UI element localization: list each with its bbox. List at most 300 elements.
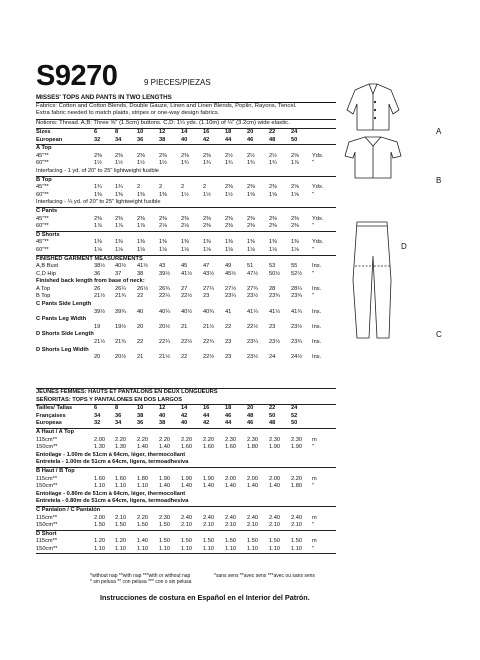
extra-measure-title xyxy=(36,331,336,339)
table-cell: 23¾ xyxy=(269,293,281,300)
table-cell: 22 xyxy=(225,323,232,330)
row-label: C Pants Leg Width xyxy=(36,316,87,323)
table-cell: 43½ xyxy=(203,270,215,277)
row-label: 60"** xyxy=(36,160,49,167)
table-cell: 41¼ xyxy=(247,308,259,315)
yardage-row xyxy=(36,184,336,192)
table-cell: 1.10 xyxy=(269,545,281,552)
row-label: D Shorts xyxy=(36,231,60,238)
table-cell: 14 xyxy=(181,129,188,135)
table-cell: 2½ xyxy=(225,152,233,159)
table-cell: 1.20 xyxy=(115,538,127,545)
table-cell: 2⅜ xyxy=(159,152,167,159)
back-length-label xyxy=(36,278,336,286)
table-cell: 1.90 xyxy=(291,444,303,451)
nap-note-fr: *sans sens **avec sens ***avec ou sans sens xyxy=(214,573,315,579)
table-cell: 1⅛ xyxy=(94,246,102,253)
row-label: European xyxy=(36,136,63,143)
table-cell: 2.30 xyxy=(159,514,171,521)
back-length-row xyxy=(36,293,336,301)
table-cell: 1.90 xyxy=(269,444,281,451)
table-cell: 2⅜ xyxy=(225,223,233,230)
fabric-notes xyxy=(36,103,336,117)
fabrics-line: Fabrics: Cotton and Cotton Blends, Double Gauze, Linen and Linen Blends, Poplin, Rayons, Tencel. xyxy=(36,103,297,109)
table-cell: 1⅛ xyxy=(291,246,299,253)
pattern-number: S9270 xyxy=(36,60,118,92)
row-label: 60"** xyxy=(36,191,49,198)
table-cell: 1.80 xyxy=(137,475,149,482)
table-cell: 40 xyxy=(159,412,166,419)
row-label: C Pants xyxy=(36,207,58,214)
table-cell: 2.10 xyxy=(247,522,259,529)
table-cell: 41½ xyxy=(181,270,193,277)
table-cell: 2.20 xyxy=(159,436,171,443)
unit-cell: " xyxy=(312,545,315,552)
table-cell: 1⅞ xyxy=(94,223,102,230)
top-a-sketch xyxy=(347,84,399,130)
table-cell: 2.20 xyxy=(181,436,193,443)
table-cell: 1.60 xyxy=(181,444,193,451)
table-cell: 1.60 xyxy=(203,444,215,451)
table-cell: 1.80 xyxy=(291,483,303,490)
table-cell: 39¾ xyxy=(115,308,127,315)
table-cell: 38½ xyxy=(94,263,106,270)
table-cell: 1½ xyxy=(115,160,123,167)
table-cell: 1.10 xyxy=(181,545,193,552)
metrage-row xyxy=(36,522,336,530)
row-label: 45"** xyxy=(36,239,49,246)
table-cell: 1.10 xyxy=(247,545,259,552)
spanish-instructions: Instrucciones de costura en Español en el Interior del Patrón. xyxy=(100,593,310,602)
row-label: C Pants Side Length xyxy=(36,301,92,308)
table-cell: 1.50 xyxy=(115,522,127,529)
table-cell: 1.10 xyxy=(115,545,127,552)
table-cell: 2 xyxy=(203,184,207,191)
row-label: D Shorts Side Length xyxy=(36,331,94,338)
table-cell: 1¾ xyxy=(269,160,277,167)
table-cell: 2⅜ xyxy=(94,152,102,159)
table-cell: 2⅜ xyxy=(115,152,123,159)
table-cell: 21¾ xyxy=(115,339,127,346)
row-label: Françaises xyxy=(36,412,66,419)
unit-cell: Ins. xyxy=(312,354,322,361)
table-cell: 2.10 xyxy=(269,522,281,529)
entoilage-note xyxy=(36,491,336,499)
table-cell: 2.40 xyxy=(181,514,193,521)
unit-cell: Yds. xyxy=(312,184,324,191)
table-cell: 23¼ xyxy=(225,293,237,300)
table-cell: 47 xyxy=(203,263,210,270)
table-cell: 1⅞ xyxy=(291,160,299,167)
table-cell: 2.20 xyxy=(115,436,127,443)
metrage-row xyxy=(36,483,336,491)
table-cell: 1.40 xyxy=(137,538,149,545)
european-row xyxy=(36,137,336,145)
table-cell: 45 xyxy=(181,263,188,270)
table-cell: 1.50 xyxy=(269,538,281,545)
table-cell: 2½ xyxy=(269,152,277,159)
table-cell: 2⅜ xyxy=(269,215,277,222)
table-cell: 2.10 xyxy=(225,522,237,529)
metrage-row xyxy=(36,444,336,452)
table-cell: 46 xyxy=(225,412,232,419)
extra-measure-title xyxy=(36,316,336,324)
table-cell: 1.40 xyxy=(137,444,149,451)
table-cell: 1¾ xyxy=(181,160,189,167)
table-cell: 2⅛ xyxy=(159,223,167,230)
table-cell: 1¾ xyxy=(247,160,255,167)
table-cell: 22 xyxy=(269,405,276,412)
table-cell: 2.20 xyxy=(203,436,215,443)
row-label: 60"** xyxy=(36,246,49,253)
unit-cell: Ins. xyxy=(312,339,322,346)
table-cell: 27¾ xyxy=(247,285,259,292)
table-cell: 26 xyxy=(94,285,101,292)
table-cell: 1.10 xyxy=(137,483,149,490)
table-cell: 1.50 xyxy=(159,538,171,545)
table-cell: 1¾ xyxy=(115,184,123,191)
table-cell: 2⅜ xyxy=(181,152,189,159)
table-cell: 34 xyxy=(115,136,122,143)
eu-sizes-row xyxy=(36,420,336,428)
table-cell: 55 xyxy=(291,263,298,270)
table-cell: 1.50 xyxy=(247,538,259,545)
table-cell: 2.00 xyxy=(225,475,237,482)
table-cell: 50 xyxy=(291,136,298,143)
table-cell: 36 xyxy=(137,136,144,143)
table-cell: 52 xyxy=(291,412,298,419)
row-label: 60"** xyxy=(36,223,49,230)
extra-measure-row xyxy=(36,309,336,317)
table-cell: 2⅜ xyxy=(291,215,299,222)
unit-cell: Yds. xyxy=(312,239,324,246)
table-cell: 41½ xyxy=(137,263,149,270)
nap-note-en: *without nap **with nap ***with or without nap xyxy=(90,573,191,579)
row-label: Entretela - 1.00m de 51cm a 64cm, ligera, termoadhesiva xyxy=(36,459,189,466)
row-label: JEUNES FEMMES: HAUTS ET PANTALONS EN DEUX LONGUEURS xyxy=(36,389,218,395)
table-cell: 1⅜ xyxy=(181,239,189,246)
metrage-row xyxy=(36,476,336,484)
table-cell: 22½ xyxy=(181,339,193,346)
table-cell: 21½ xyxy=(203,323,215,330)
table-cell: 44 xyxy=(225,420,232,427)
entoilage-note xyxy=(36,452,336,460)
interfacing-note xyxy=(36,199,336,207)
table-cell: 2.20 xyxy=(137,436,149,443)
figure-label-a: A xyxy=(436,127,442,136)
unit-cell: Ins. xyxy=(312,323,322,330)
table-cell: 1.60 xyxy=(94,475,106,482)
metrage-section-title xyxy=(36,506,336,515)
size-chart-en xyxy=(36,128,336,362)
table-cell: 1.40 xyxy=(159,444,171,451)
table-cell: 22 xyxy=(137,339,144,346)
table-cell: 1⅜ xyxy=(247,239,255,246)
table-cell: 1½ xyxy=(137,160,145,167)
table-cell: 28¼ xyxy=(291,285,303,292)
table-cell: 12 xyxy=(159,405,166,412)
row-label: FINISHED GARMENT MEASUREMENTS xyxy=(36,255,143,262)
entoilage-note xyxy=(36,498,336,506)
table-cell: 36 xyxy=(137,420,144,427)
pieces-count: 9 PIECES/PIEZAS xyxy=(144,78,211,87)
table-cell: 1.50 xyxy=(203,538,215,545)
table-cell: 1.40 xyxy=(203,483,215,490)
table-cell: 38 xyxy=(137,412,144,419)
section-title-en: MISSES' TOPS AND PANTS IN TWO LENGTHS xyxy=(36,94,336,103)
table-cell: 2⅜ xyxy=(203,215,211,222)
table-cell: 1⅛ xyxy=(137,246,145,253)
table-cell: 20 xyxy=(94,354,101,361)
table-cell: 21 xyxy=(181,323,188,330)
table-cell: 1⅜ xyxy=(94,191,102,198)
table-cell: 21¾ xyxy=(115,293,127,300)
extra-measure-row xyxy=(36,324,336,332)
table-cell: 1⅜ xyxy=(159,239,167,246)
table-cell: 44 xyxy=(203,412,210,419)
row-label: 150cm** xyxy=(36,444,58,451)
table-cell: 23½ xyxy=(291,323,303,330)
table-cell: 2 xyxy=(159,184,163,191)
unit-cell: " xyxy=(312,160,315,167)
table-cell: 1.30 xyxy=(94,444,106,451)
table-cell: 2⅜ xyxy=(291,223,299,230)
table-cell: 24½ xyxy=(291,354,303,361)
table-cell: 1.30 xyxy=(115,444,127,451)
table-cell: 1⅛ xyxy=(225,246,233,253)
yardage-section-title xyxy=(36,144,336,153)
table-cell: 1⅜ xyxy=(269,239,277,246)
table-cell: 38 xyxy=(137,270,144,277)
table-cell: 47½ xyxy=(247,270,259,277)
table-cell: 23¼ xyxy=(247,339,259,346)
table-cell: 1.40 xyxy=(159,483,171,490)
yardage-row xyxy=(36,153,336,161)
table-cell: 12 xyxy=(159,129,166,135)
table-cell: 40 xyxy=(181,420,188,427)
table-cell: 2⅜ xyxy=(203,223,211,230)
table-cell: 1⅝ xyxy=(247,191,255,198)
table-cell: 40½ xyxy=(181,308,193,315)
table-cell: 2.10 xyxy=(115,514,127,521)
yardage-section-title xyxy=(36,176,336,185)
unit-cell: Yds. xyxy=(312,215,324,222)
table-cell: 2.40 xyxy=(269,514,281,521)
row-label: B Top xyxy=(36,176,52,183)
extra-line: Extra fabric needed to match plaids, stripes or one-way design fabrics. xyxy=(36,110,220,116)
table-cell: 40½ xyxy=(115,263,127,270)
row-label: 45"** xyxy=(36,215,49,222)
table-cell: 20 xyxy=(137,323,144,330)
extra-measure-row xyxy=(36,339,336,347)
row-label: 115cm** xyxy=(36,538,58,545)
unit-cell: " xyxy=(312,223,315,230)
table-cell: 1.80 xyxy=(247,444,259,451)
table-cell: 1.50 xyxy=(94,522,106,529)
table-cell: 2⅜ xyxy=(203,152,211,159)
table-cell: 43 xyxy=(159,263,166,270)
yardage-row xyxy=(36,223,336,231)
row-label: 150cm** xyxy=(36,545,58,552)
fr-sizes-row xyxy=(36,413,336,421)
table-cell: 2 xyxy=(137,184,141,191)
table-cell: 6 xyxy=(94,405,98,412)
table-cell: 26¾ xyxy=(159,285,171,292)
table-cell: 22 xyxy=(137,293,144,300)
unit-cell: m xyxy=(312,436,317,443)
table-cell: 32 xyxy=(94,420,101,427)
table-cell: 2.10 xyxy=(181,522,193,529)
yardage-row xyxy=(36,216,336,224)
table-cell: 2.30 xyxy=(291,436,303,443)
unit-cell: " xyxy=(312,522,315,529)
table-cell: 2⅜ xyxy=(181,215,189,222)
table-cell: 14 xyxy=(181,405,188,412)
section-title-fr xyxy=(36,388,336,397)
table-cell: 1.40 xyxy=(181,483,193,490)
table-cell: 1.10 xyxy=(137,545,149,552)
table-cell: 2⅜ xyxy=(159,215,167,222)
interfacing-note xyxy=(36,168,336,176)
metrage-row xyxy=(36,515,336,523)
table-cell: 48 xyxy=(247,412,254,419)
table-cell: 1.10 xyxy=(159,545,171,552)
row-label: A Haut / A Top xyxy=(36,428,75,435)
table-cell: 42 xyxy=(181,412,188,419)
row-label: Interfacing - 1 yd. of 20" to 25" lightweight fusible xyxy=(36,167,159,174)
table-cell: 23¾ xyxy=(291,339,303,346)
table-cell: 40 xyxy=(181,136,188,143)
table-cell: 2⅜ xyxy=(247,184,255,191)
table-cell: 1⅜ xyxy=(137,191,145,198)
table-cell: 22½ xyxy=(203,354,215,361)
table-cell: 34 xyxy=(94,412,101,419)
table-cell: 44 xyxy=(225,136,232,143)
table-cell: 48 xyxy=(269,136,276,143)
row-label: Entoilage - 1.00m de 51cm à 64cm, léger, thermocollant xyxy=(36,451,186,458)
table-cell: 1½ xyxy=(225,191,233,198)
table-cell: 2.10 xyxy=(203,522,215,529)
table-cell: 40¾ xyxy=(203,308,215,315)
table-cell: 2.20 xyxy=(137,514,149,521)
table-cell: 1⅛ xyxy=(269,246,277,253)
table-cell: 2⅛ xyxy=(181,223,189,230)
table-cell: 1⅜ xyxy=(291,239,299,246)
table-cell: 28 xyxy=(269,285,276,292)
table-cell: 37 xyxy=(115,270,122,277)
table-cell: 1⅝ xyxy=(291,191,299,198)
row-label: A,B Bust xyxy=(36,263,59,270)
row-label: SEÑORITAS: TOPS Y PANTALONES EN DOS LARGOS xyxy=(36,396,182,403)
table-cell: 34 xyxy=(115,420,122,427)
table-cell: 2⅜ xyxy=(247,215,255,222)
table-cell: 40 xyxy=(137,308,144,315)
table-cell: 2⅜ xyxy=(115,215,123,222)
table-cell: 1½ xyxy=(159,160,167,167)
metrage-row xyxy=(36,437,336,445)
table-cell: 1.40 xyxy=(269,483,281,490)
table-cell: 20 xyxy=(247,405,254,412)
table-cell: 2.10 xyxy=(291,522,303,529)
table-cell: 1.60 xyxy=(115,475,127,482)
table-cell: 50 xyxy=(269,412,276,419)
table-cell: 20½ xyxy=(159,323,171,330)
table-cell: 23½ xyxy=(247,293,259,300)
table-cell: 1⅛ xyxy=(159,246,167,253)
table-cell: 2⅝ xyxy=(291,152,299,159)
row-label: 115cm** xyxy=(36,475,58,482)
table-cell: 1.10 xyxy=(115,483,127,490)
yardage-row xyxy=(36,247,336,255)
table-cell: 23½ xyxy=(247,354,259,361)
unit-cell: " xyxy=(312,270,315,277)
table-cell: 49 xyxy=(225,263,232,270)
table-cell: 36 xyxy=(115,412,122,419)
table-cell: 19½ xyxy=(115,323,127,330)
table-cell: 1.10 xyxy=(291,545,303,552)
table-cell: 1⅞ xyxy=(137,223,145,230)
size-chart-es xyxy=(36,388,336,554)
table-cell: 27¼ xyxy=(203,285,215,292)
table-cell: 51 xyxy=(247,263,254,270)
table-cell: 6 xyxy=(94,129,98,135)
table-cell: 26¼ xyxy=(115,285,127,292)
table-cell: 18 xyxy=(225,405,232,412)
table-cell: 21 xyxy=(137,354,144,361)
table-cell: 50½ xyxy=(269,270,281,277)
table-cell: 1½ xyxy=(94,160,102,167)
row-label: Finished back length from base of neck: xyxy=(36,278,145,285)
extra-measure-row xyxy=(36,354,336,362)
table-cell: 2.00 xyxy=(269,475,281,482)
table-cell: 42 xyxy=(203,420,210,427)
table-cell: 53 xyxy=(269,263,276,270)
table-cell: 8 xyxy=(115,405,119,412)
table-cell: 21½ xyxy=(159,354,171,361)
table-cell: 41¾ xyxy=(291,308,303,315)
metrage-section-title xyxy=(36,530,336,539)
table-cell: 41½ xyxy=(269,308,281,315)
table-cell: 45½ xyxy=(225,270,237,277)
table-cell: 41 xyxy=(225,308,232,315)
unit-cell: " xyxy=(312,483,315,490)
tailles-row xyxy=(36,404,336,413)
row-label: 45"** xyxy=(36,152,49,159)
yardage-row xyxy=(36,160,336,168)
table-cell: 2.20 xyxy=(291,475,303,482)
table-cell: 22 xyxy=(269,129,276,135)
unit-cell: " xyxy=(312,293,315,300)
row-label: 150cm** xyxy=(36,483,58,490)
yardage-row xyxy=(36,192,336,200)
table-cell: 22¼ xyxy=(159,339,171,346)
table-cell: 1⅛ xyxy=(247,246,255,253)
table-cell: 2.40 xyxy=(225,514,237,521)
row-label: A Top xyxy=(36,285,51,292)
table-cell: 1⅜ xyxy=(115,239,123,246)
table-cell: 21½ xyxy=(94,339,106,346)
table-cell: 24 xyxy=(291,405,298,412)
table-cell: 2.00 xyxy=(94,514,106,521)
table-cell: 22 xyxy=(181,354,188,361)
table-cell: 2⅜ xyxy=(225,215,233,222)
table-cell: 1.40 xyxy=(225,483,237,490)
nap-notes xyxy=(90,573,191,586)
metrage-section-title xyxy=(36,428,336,437)
table-cell: 1.50 xyxy=(137,522,149,529)
table-cell: 2.40 xyxy=(247,514,259,521)
row-label: C,D Hip xyxy=(36,270,56,277)
